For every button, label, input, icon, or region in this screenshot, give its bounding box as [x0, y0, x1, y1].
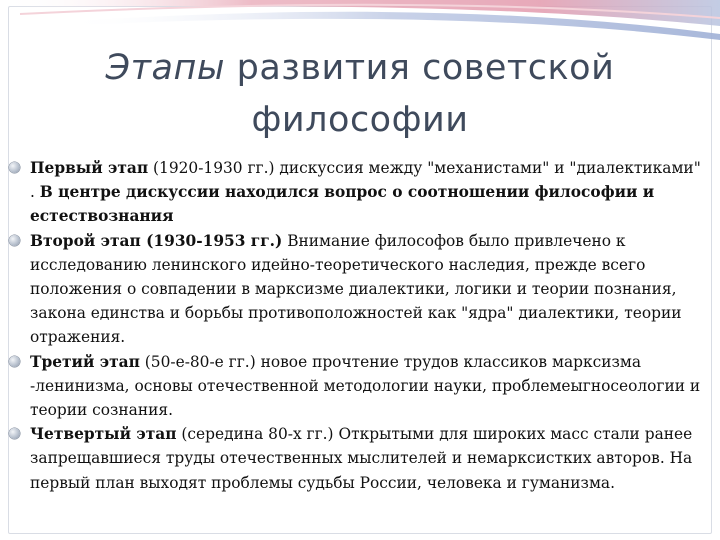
- list-item-stage-3: [18, 350, 708, 423]
- stage-text: дискуссия между "механистами" и "диалектиками" .: [30, 159, 701, 202]
- stage-text-bold: В центре дискуссии находился вопрос о соотношении философии и естествознания: [30, 183, 655, 226]
- stage-text: Открытыми для широких масс стали ранее запрещавшиеся труды отечественных мыслителей и немарксистких авторов. На первый план выходят проблемы судьбы России, человека и гуманизма.: [30, 425, 693, 492]
- stage-text: новое прочтение трудов классиков марксизма -ленинизма, основы отечественной методологии науки, проблемеыгносеологии и теории сознания.: [30, 352, 701, 420]
- list-item-stage-2: [18, 229, 708, 350]
- list-item-stage-1: [18, 156, 708, 229]
- stage-text: Внимание философов было привлечено к исследованию ленинского идейно-теоретического наследия, прежде всего положения о совпадении в марксизме диалектики, логики и теории познания, закона единства и борьбы противоположностей как "ядра" диалектики, теории отражения.: [30, 231, 682, 347]
- bullet-icon: [9, 235, 20, 246]
- stage-lead: Третий этап: [30, 352, 140, 371]
- stage-lead: Четвертый этап: [30, 425, 177, 444]
- title-rest: развития советской философии: [236, 48, 615, 140]
- bullet-icon: [9, 162, 20, 173]
- stage-years: (50-е-80-е гг.): [144, 352, 256, 371]
- title-italic-word: Этапы: [105, 48, 225, 88]
- bullet-icon: [9, 428, 20, 439]
- list-item-stage-4: [18, 422, 708, 495]
- stage-years: (середина 80-х гг.): [181, 425, 334, 444]
- bullet-icon: [9, 356, 20, 367]
- stages-list: [18, 156, 708, 495]
- stage-lead: Первый этап: [30, 159, 149, 177]
- stage-lead: Второй этап (1930-1953 гг.): [30, 231, 283, 250]
- stage-years: (1920-1930 гг.): [153, 159, 275, 177]
- slide-title: [60, 42, 660, 146]
